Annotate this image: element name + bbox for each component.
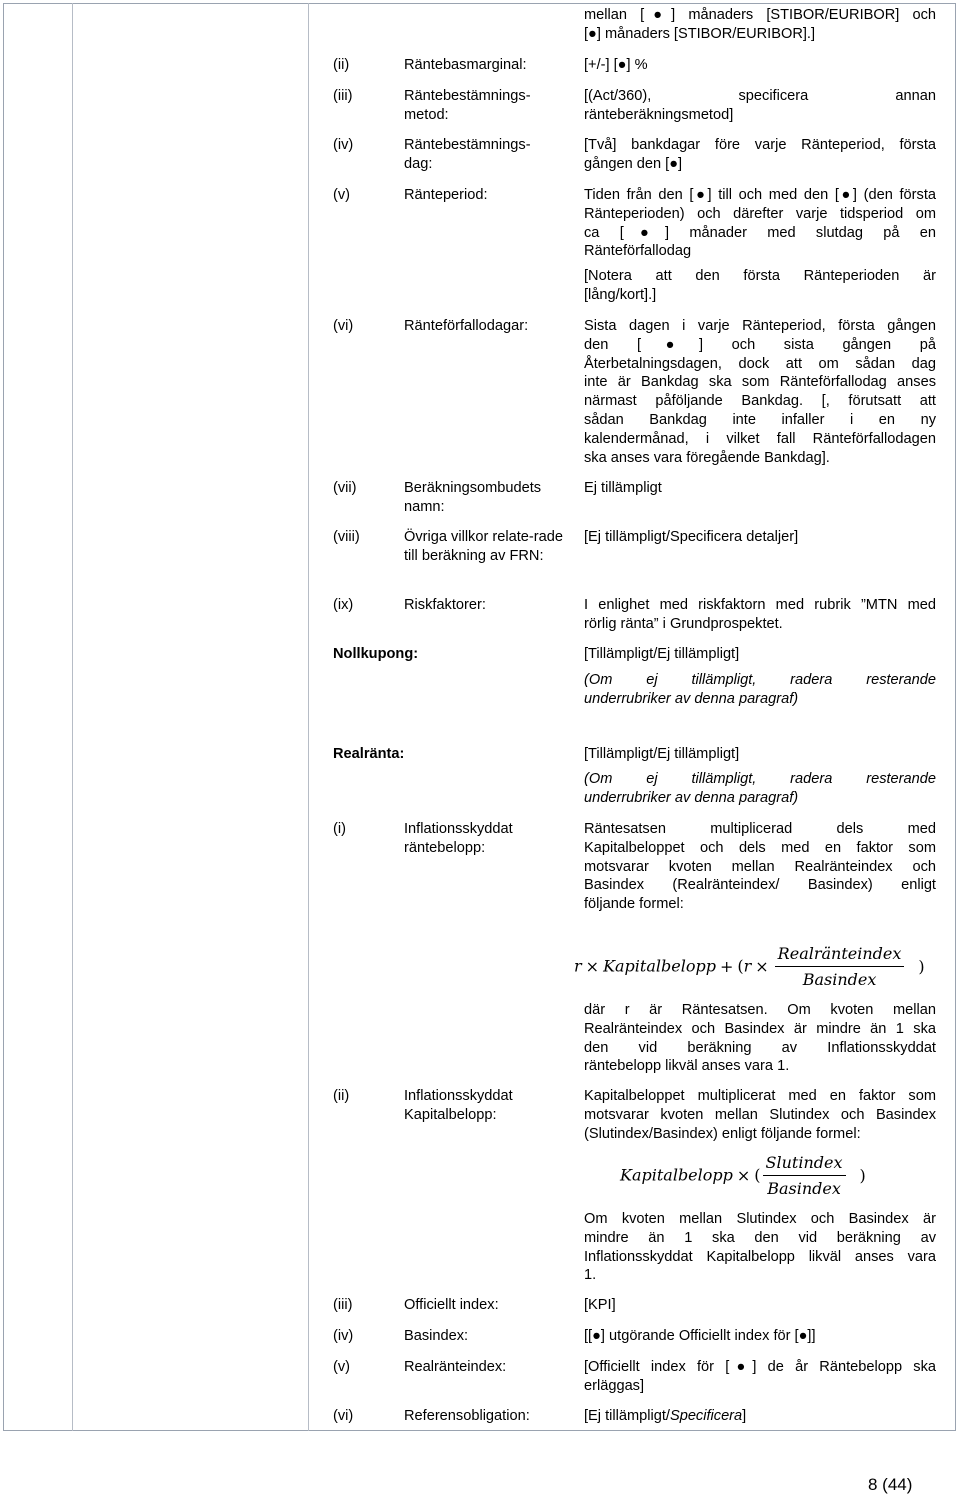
nollkupong-value: [Tillämpligt/Ej tillämpligt] [584,646,740,662]
item-value: [+/-] [●] % [584,57,648,73]
top-continuation-text: mellan [●] månaders [STIBOR/EURIBOR] och [●] månaders [STIBOR/EURIBOR].] [584,7,936,42]
item-number: (ix) [333,597,354,613]
item-label: Referensobligation: [404,1408,530,1424]
formula-fraction: $\frac{\text{Realränteindex}}{\text{Basindex}}$ [775,944,905,990]
formula-inflation-interest: r × Kapitalbelopp + (r × $\frac{\text{Realränteindex}}{\text{Basindex}}$ ) [574,944,925,989]
item-label: Ränteperiod: [404,187,488,203]
item-number: (i) [333,821,346,837]
item-label: Officiellt index: [404,1297,499,1313]
item-note: [Notera att den första Ränteperioden är [lång/kort].] [584,268,936,303]
item-label: Realränteindex: [404,1359,507,1375]
second-margin-column [73,3,309,1431]
formula1-explanation: där r är Räntesatsen. Om kvoten mellan Realränteindex och Basindex är mindre än 1 ska den vid beräkning av Inflationsskyddat räntebelopp likväl anses vara 1. [584,1002,936,1075]
item-number: (vi) [333,318,354,334]
item-label: Räntebestämnings-metod: [404,88,531,123]
item-label: Inflationsskyddat Kapitalbelopp: [404,1088,513,1123]
item-number: (vii) [333,480,357,496]
item-value: [KPI] [584,1297,616,1313]
item-label: Riskfaktorer: [404,597,486,613]
item-label: Inflationsskyddat räntebelopp: [404,821,513,856]
item-value: [Ej tillämpligt/Specificera detaljer] [584,529,799,545]
item-number: (v) [333,1359,351,1375]
item-label: Basindex: [404,1328,469,1344]
nollkupong-note: (Om ej tillämpligt, radera resterande underrubriker av denna paragraf) [584,672,936,707]
item-value: Ej tillämpligt [584,480,662,496]
item-label: Räntebestämnings-dag: [404,137,531,172]
item-value: Tiden från den [●] till och med den [●] (den första Ränteperioden) och därefter varje tidsperiod om ca [●] månader med slutdag på en Ränteförfallodag [584,187,936,260]
item-value: [Officiellt index för [●] de år Räntebelopp ska erläggas] [584,1359,936,1394]
page-number: 8 (44) [868,1475,913,1494]
nollkupong-heading: Nollkupong: [333,646,419,662]
item-number: (iv) [333,1328,354,1344]
realranta-heading: Realränta: [333,746,405,762]
item-value: [Ej tillämpligt/Specificera] [584,1408,747,1424]
formula-fraction: $\frac{\text{Slutindex}}{\text{Basindex}}$ [763,1153,846,1199]
formula-inflation-capital: Kapitalbelopp × ( $\frac{\text{Slutindex}}{\text{Basindex}}$ ) [620,1153,866,1198]
item-value: [[●] utgörande Officiellt index för [●]] [584,1328,816,1344]
formula2-explanation: Om kvoten mellan Slutindex och Basindex är mindre än 1 ska den vid beräkning av Inflationsskyddat Kapitalbelopp likväl anses vara 1. [584,1211,936,1284]
realranta-note: (Om ej tillämpligt, radera resterande underrubriker av denna paragraf) [584,771,936,806]
item-number: (viii) [333,529,360,545]
realranta-value: [Tillämpligt/Ej tillämpligt] [584,746,740,762]
item-label: Räntebasmarginal: [404,57,527,73]
item-number: (iii) [333,88,353,104]
item-number: (iv) [333,137,354,153]
item-value: Sista dagen i varje Ränteperiod, första gången den [●] och sista gången på Återbetalningsdagen, dock att om sådan dag inte är Bankdag ska som Ränteförfallodag anses närmast påföljande Bankdag. [, förutsatt att sådan Bankdag inte infaller i en ny kalendermånad, i vilket fall Ränteförfallodagen ska anses vara föregående Bankdag]. [584,318,936,466]
item-label: Ränteförfallodagar: [404,318,529,334]
item-number: (vi) [333,1408,354,1424]
item-number: (ii) [333,57,350,73]
item-number: (ii) [333,1088,350,1104]
item-value: Räntesatsen multiplicerad dels med Kapitalbeloppet och dels med en faktor som motsvarar kvoten mellan Realränteindex och Basindex (Realränteindex/ Basindex) enligt följande formel: [584,821,936,913]
left-margin-column [3,3,73,1431]
item-value: [Två] bankdagar före varje Ränteperiod, första gången den [●] [584,137,936,172]
item-value: I enlighet med riskfaktorn med rubrik ”MTN med rörlig ränta” i Grundprospektet. [584,597,936,632]
item-label: Övriga villkor relate-rade till beräkning av FRN: [404,529,563,564]
item-number: (v) [333,187,351,203]
item-number: (iii) [333,1297,353,1313]
item-value: Kapitalbeloppet multiplicerat med en faktor som motsvarar kvoten mellan Slutindex och Basindex (Slutindex/Basindex) enligt följande formel: [584,1088,936,1142]
item-label: Beräkningsombudets namn: [404,480,542,515]
item-value: [(Act/360), specificera annan ränteberäkningsmetod] [584,88,936,123]
